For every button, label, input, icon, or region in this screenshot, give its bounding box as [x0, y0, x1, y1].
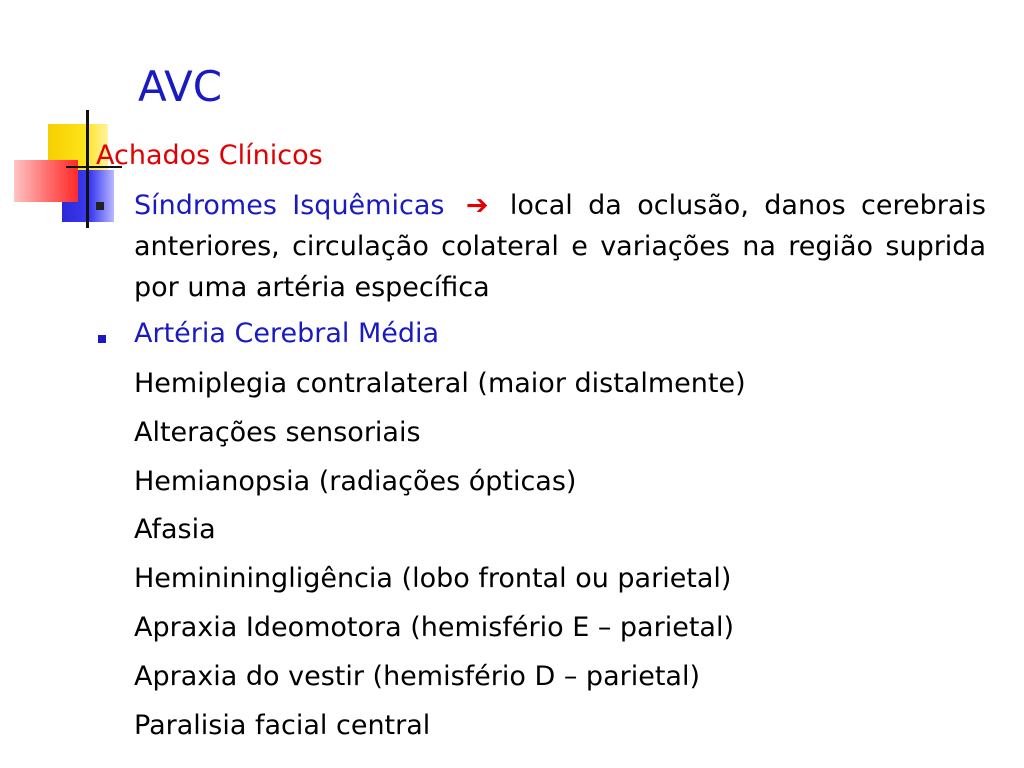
bullet-text: local da oclusão, danos cerebrais anteriores, circulação colateral e variações na região suprida por uma artéria específica: [134, 190, 986, 303]
findings-list: [134, 366, 746, 756]
slide-title: AVC: [138, 62, 223, 111]
arrow-right-icon: ➔: [465, 190, 489, 221]
section-heading: Achados Clínicos: [96, 140, 323, 171]
list-item: Hemiplegia contralateral (maior distalmente): [134, 368, 746, 399]
list-item: Hemianopsia (radiações ópticas): [134, 465, 577, 497]
bullet-marker: [98, 335, 106, 343]
list-item: Alterações sensoriais: [134, 416, 421, 448]
list-item: Afasia: [134, 514, 216, 546]
logo-vertical-line: [86, 110, 89, 228]
bullet-ischemic-syndromes: [134, 185, 986, 308]
list-item: Apraxia Ideomotora (hemisfério E – parietal): [134, 611, 734, 643]
list-item: Apraxia do vestir (hemisfério D – parietal): [134, 660, 700, 692]
bullet-label: Síndromes Isquêmicas: [134, 190, 445, 221]
bullet-marker: [96, 202, 104, 210]
list-item: Paralisia facial central: [134, 709, 431, 741]
bullet-middle-cerebral-artery: Artéria Cerebral Média: [134, 318, 440, 349]
list-item: Hemininingligência (lobo frontal ou parietal): [134, 563, 732, 595]
